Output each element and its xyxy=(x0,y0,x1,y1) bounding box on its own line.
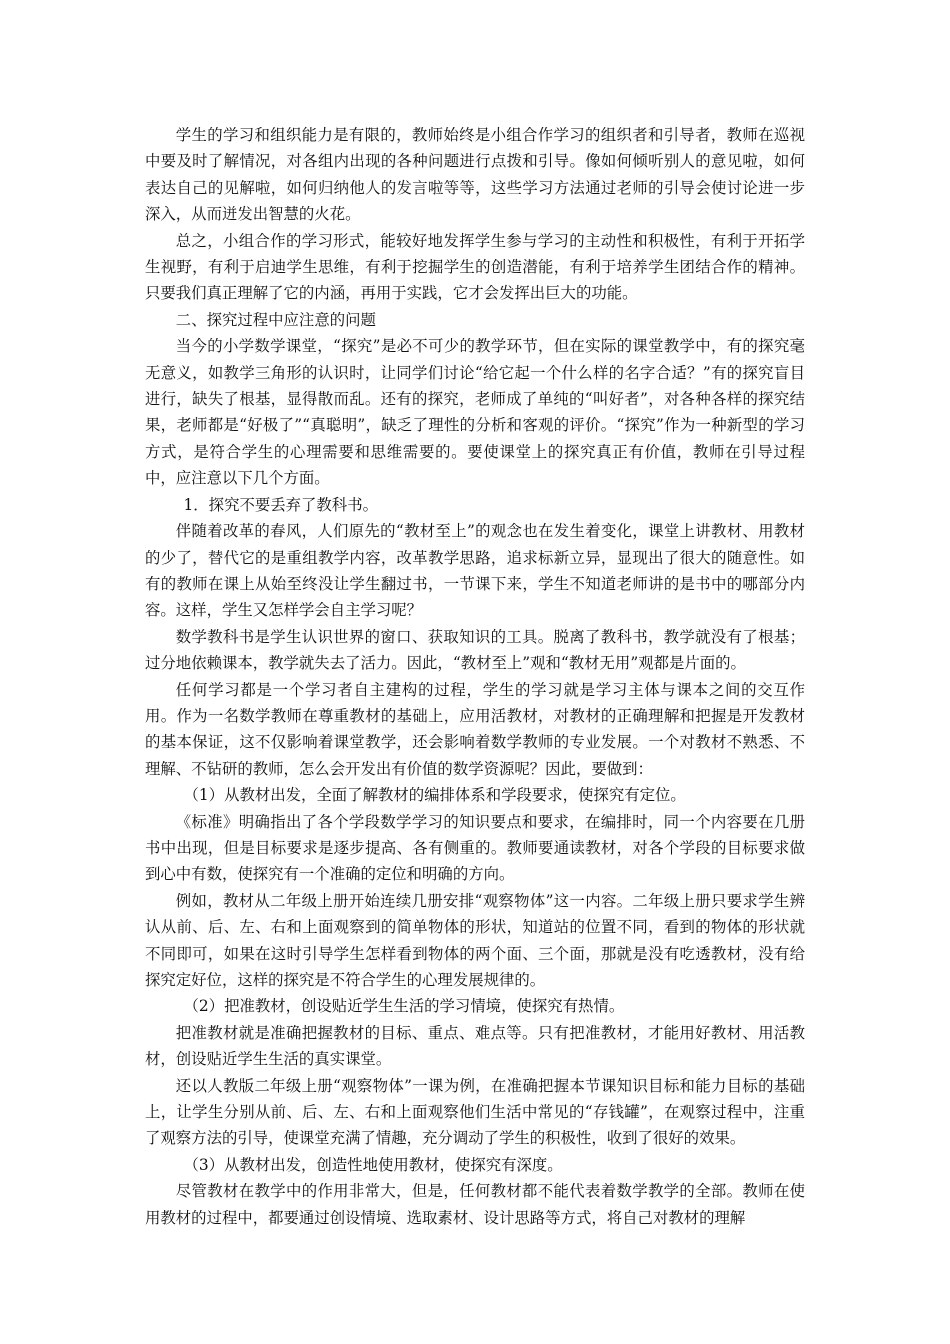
paragraph-summary: 总之，小组合作的学习形式，能较好地发挥学生参与学习的主动性和积极性，有利于开拓学生视野，有利于启迪学生思维，有利于挖掘学生的创造潜能，有利于培养学生团结合作的精神。只要我们真正理解了它的内涵，再用于实践，它才会发挥出巨大的功能。 xyxy=(145,231,805,303)
section-heading-2: 二、探究过程中应注意的问题 xyxy=(175,310,376,329)
paragraph-textbook-window: 数学教科书是学生认识世界的窗口、获取知识的工具。脱离了教科书，教学就没有了根基；过分地依赖课本，教学就失去了活力。因此，“教材至上”观和“教材无用”观都是片面的。 xyxy=(145,627,805,673)
paragraph-piggy-bank: 还以人教版二年级上册“观察物体”一课为例，在准确把握本节课知识目标和能力目标的基础上，让学生分别从前、后、左、右和上面观察他们生活中常见的“存钱罐”，在观察过程中，注重了观察方法的引导，使课堂充满了情趣，充分调动了学生的积极性，收到了很好的效果。 xyxy=(145,1076,805,1148)
subheading-1-1: （1）从教材出发，全面了解教材的编排体系和学段要求，使探究有定位。 xyxy=(183,786,686,805)
paragraph-reform: 伴随着改革的春风，人们原先的“教材至上”的观念也在发生着变化，课堂上讲教材、用教材的少了，替代它的是重组教学内容，改革教学思路，追求标新立异，显现出了很大的随意性。如有的教师在课上从始至终没让学生翻过书，一节课下来，学生不知道老师讲的是书中的哪部分内容。这样，学生又怎样学会自主学习呢？ xyxy=(145,522,805,620)
paragraph-standard: 《标准》明确指出了各个学段数学学习的知识要点和要求，在编排时，同一个内容要在几册书中出现，但是目标要求是逐步提高、各有侧重的。教师要通读教材，对各个学段的目标要求做到心中有数，使探究有一个准确的定位和明确的方向。 xyxy=(145,812,805,884)
paragraph-creative-use: 尽管教材在教学中的作用非常大，但是，任何教材都不能代表着数学教学的全部。教师在使用教材的过程中，都要通过创设情境、选取素材、设计思路等方式，将自己对教材的理解 xyxy=(145,1182,805,1227)
subheading-1-3: （3）从教材出发，创造性地使用教材，使探究有深度。 xyxy=(183,1155,563,1174)
paragraph-example-observe: 例如，教材从二年级上册开始连续几册安排“观察物体”这一内容。二年级上册只要求学生辨认从前、后、左、右和上面观察到的简单物体的形状，知道站的位置不同，看到的物体的形状就不同即可，如果在这时引导学生怎样看到物体的两个面、三个面，那就是没有吃透教材，没有给探究定好位，这样的探究是不符合学生的心理发展规律的。 xyxy=(145,891,805,989)
document-body xyxy=(145,122,805,1231)
paragraph-group-learning: 学生的学习和组织能力是有限的，教师始终是小组合作学习的组织者和引导者，教师在巡视中要及时了解情况，对各组内出现的各种问题进行点拨和引导。像如何倾听别人的意见啦，如何表达自己的见解啦，如何归纳他人的发言啦等等，这些学习方法通过老师的引导会使讨论进一步深入，从而迸发出智慧的火花。 xyxy=(145,126,805,224)
subheading-1-2: （2）把准教材，创设贴近学生生活的学习情境，使探究有热情。 xyxy=(183,997,625,1016)
subheading-1: 1．探究不要丢弃了教科书。 xyxy=(183,495,378,514)
paragraph-grasp-textbook: 把准教材就是准确把握教材的目标、重点、难点等。只有把准教材，才能用好教材、用活教材，创设贴近学生生活的真实课堂。 xyxy=(145,1023,805,1069)
paragraph-self-construction: 任何学习都是一个学习者自主建构的过程，学生的学习就是学习主体与课本之间的交互作用。作为一名数学教师在尊重教材的基础上，应用活教材，对教材的正确理解和把握是开发教材的基本保证，这不仅影响着课堂教学，还会影响着数学教师的专业发展。一个对教材不熟悉、不理解、不钻研的教师，怎么会开发出有价值的数学资源呢？因此，要做到： xyxy=(145,680,805,778)
paragraph-exploration-intro: 当今的小学数学课堂，“探究”是必不可少的教学环节，但在实际的课堂教学中，有的探究毫无意义，如教学三角形的认识时，让同学们讨论“给它起一个什么样的名字合适？”有的探究盲目进行，缺失了根基，显得散而乱。还有的探究，老师成了单纯的“叫好者”，对各种各样的探究结果，老师都是“好极了”“真聪明”，缺乏了理性的分析和客观的评价。“探究”作为一种新型的学习方式，是符合学生的心理需要和思维需要的。要使课堂上的探究真正有价值，教师在引导过程中，应注意以下几个方面。 xyxy=(145,337,805,488)
